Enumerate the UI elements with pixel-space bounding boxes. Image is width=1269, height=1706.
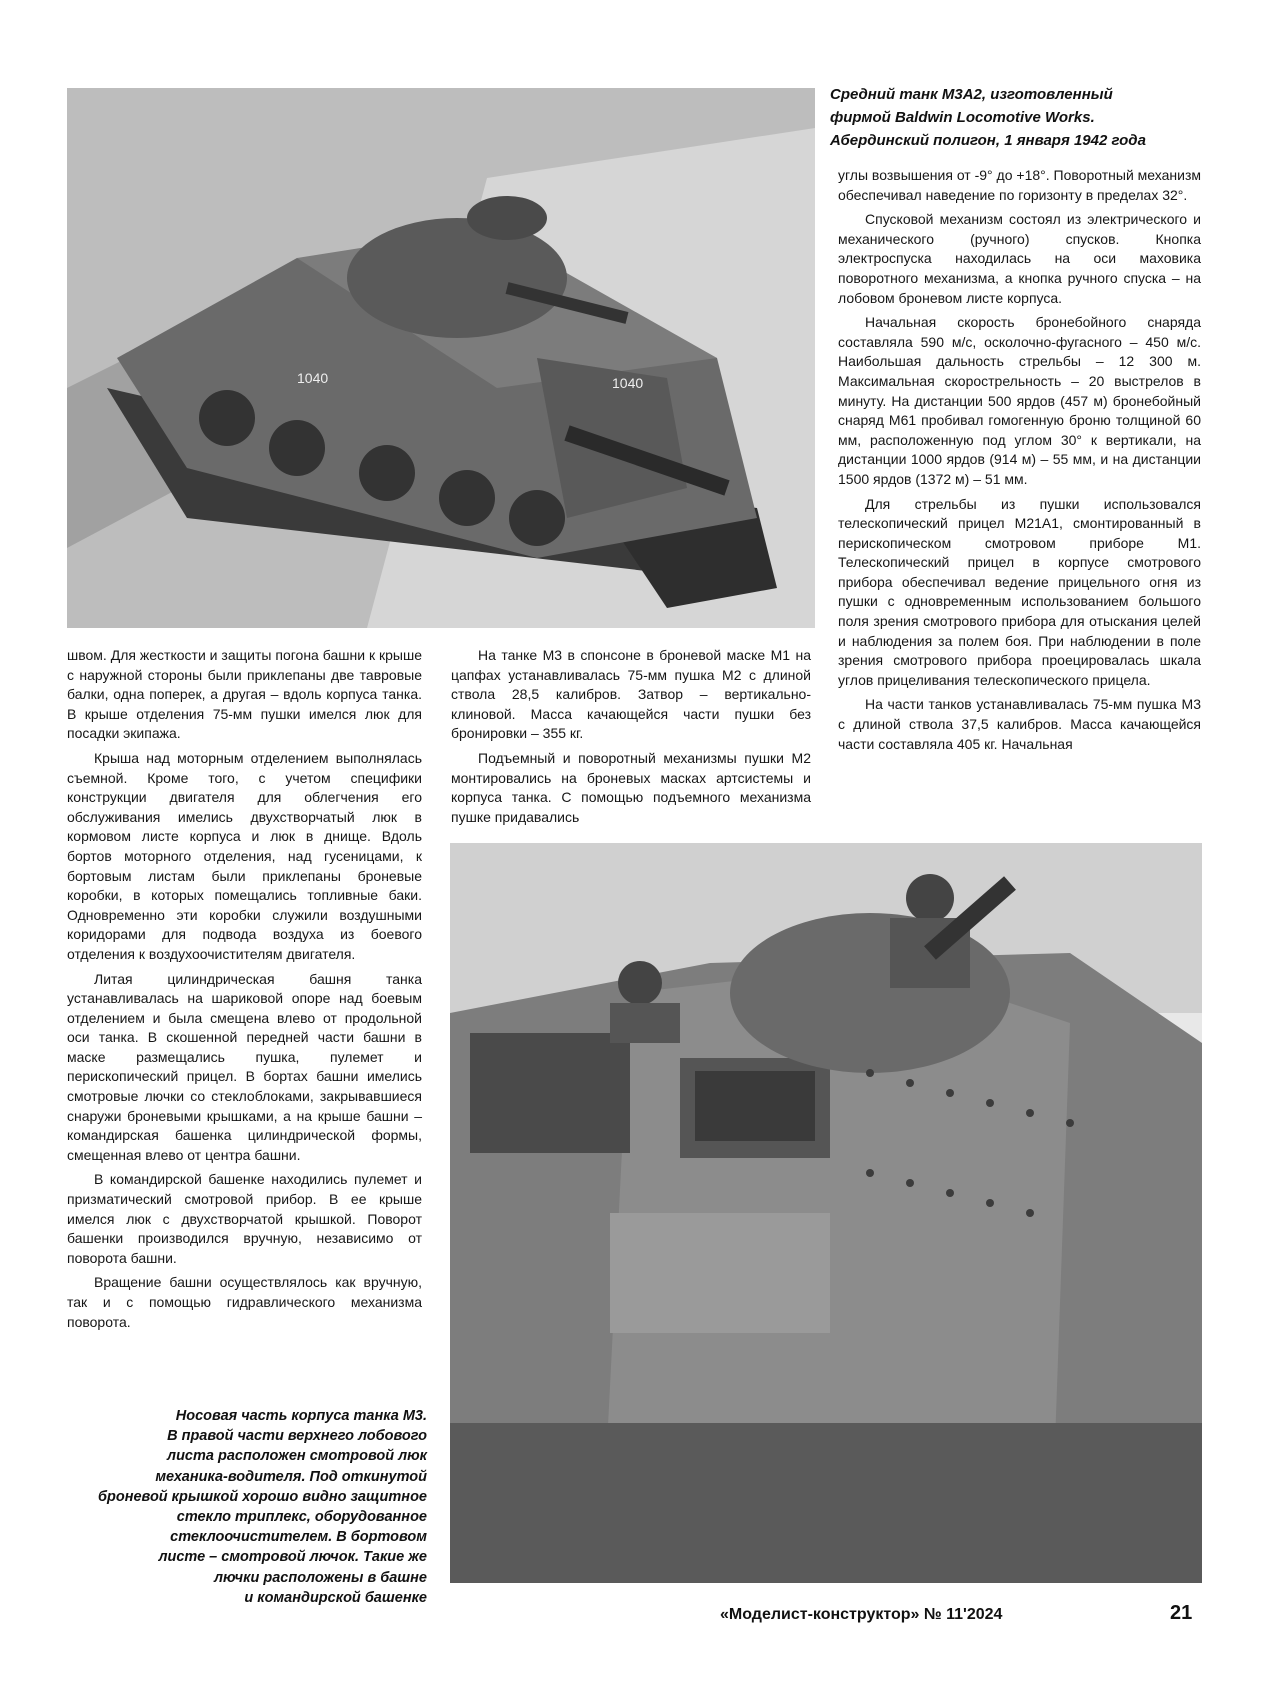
hull-number-front: 1040: [612, 375, 644, 391]
caption-bottom-line: стеклоочистителем. В бортовом: [170, 1529, 427, 1546]
caption-bottom-line: лючки расположены в башне: [214, 1569, 427, 1586]
caption-bottom-line: механика-водителя. Под откинутой: [155, 1468, 427, 1485]
paragraph: швом. Для жесткости и защиты погона башни к крыше с наружной стороны были приклепаны две тавровые балки, одна поперек, а другая – вдоль корпуса танка. В крыше отделения 75-мм пушки имелся люк для посадки экипажа.: [67, 647, 422, 742]
paragraph: Спусковой механизм состоял из электрического и механического (ручного) спусков. Кнопка электроспуска находилась на оси маховика поворотного механизма, а кнопка ручного спуска – на лобовом броневом листе корпуса.: [838, 211, 1201, 306]
paragraph: углы возвышения от -9° до +18°. Поворотный механизм обеспечивал наведение по горизонту в пределах 32°.: [838, 167, 1201, 203]
paragraph: Литая цилиндрическая башня танка устанавливалась на шариковой опоре над боевым отделением и была смещена влево от продольной оси танка. В скошенной передней части башни в маске размещались пушка, пулемет и перископический прицел. В бортах башни имелись смотровые лючки со стеклоблоками, закрывавшиеся снаружи броневыми крышками, а на крыше башни – командирская башенка цилиндрической формы, смещенная влево от центра башни.: [67, 970, 422, 1163]
paragraph: В командирской башенке находились пулемет и призматический смотровой прибор. В ее крыше имелся люк с двухстворчатой крышкой. Поворот башенки производился вручную, независимо от поворота башни.: [67, 1171, 422, 1266]
photo-tank-m3-front: [450, 843, 1202, 1583]
text-column-right: [838, 166, 1201, 759]
tank-m3-front-illustration: [450, 843, 1202, 1583]
caption-bottom: [67, 1406, 427, 1608]
paragraph: Подъемный и поворотный механизмы пушки М2 монтировались на броневых масках артсистемы и корпуса танка. С помощью подъемного механизма пушке придавались: [451, 749, 811, 825]
caption-top-line: фирмой Baldwin Locomotive Works.: [830, 109, 1095, 126]
tank-m3a2-illustration: [67, 88, 815, 628]
text-column-middle: [451, 646, 811, 832]
page-number: 21: [1170, 1602, 1193, 1624]
footer-magazine-title: «Моделист-конструктор» № 11'2024: [720, 1606, 1003, 1623]
caption-bottom-line: и командирской башенке: [244, 1589, 427, 1606]
caption-bottom-line: листе – смотровой лючок. Такие же: [158, 1549, 427, 1566]
caption-bottom-line: броневой крышкой хорошо видно защитное: [98, 1488, 427, 1505]
caption-top: [830, 83, 1210, 152]
paragraph: На части танков устанавливалась 75-мм пушка М3 с длиной ствола 37,5 калибров. Масса качающейся части составляла 405 кг. Начальная: [838, 696, 1201, 752]
paragraph: Крыша над моторным отделением выполнялась съемной. Кроме того, с учетом специфики конструкции двигателя для облегчения его обслуживания имелись двухстворчатый люк в кормовом листе корпуса и люк в днище. Вдоль бортов моторного отделения, над гусеницами, к бортовым листам были приклепаны броневые коробки, в которых помещались топливные баки. Одновременно эти коробки служили воздушными коридорами для подвода воздуха из боевого отделения к воздухоочистителям двигателя.: [67, 749, 422, 962]
paragraph: На танке М3 в спонсоне в броневой маске М1 на цапфах устанавливалась 75-мм пушка М2 с длиной ствола 28,5 калибров. Затвор – вертикально-клиновой. Масса качающейся части пушки без бронировки – 355 кг.: [451, 647, 811, 742]
caption-bottom-line: стекло триплекс, оборудованное: [176, 1509, 427, 1526]
paragraph: Для стрельбы из пушки использовался телескопический прицел М21А1, смонтированный в перископическом смотровом приборе М1. Телескопический прицел в корпусе смотрового прибора обеспечивал ведение прицельного огня из пушки с одновременным использованием большого поля зрения смотрового прибора для отыскания целей и наблюдения за полем боя. При наблюдении в поле зрения смотрового прибора проецировалась шкала углов прицеливания телескопического прицела.: [838, 495, 1201, 688]
caption-bottom-line: листа расположен смотровой люк: [167, 1448, 427, 1465]
caption-bottom-line: В правой части верхнего лобового: [167, 1428, 427, 1445]
caption-top-line: Абердинский полигон, 1 января 1942 года: [830, 132, 1146, 149]
paragraph: Начальная скорость бронебойного снаряда составляла 590 м/с, осколочно-фугасного – 450 м/с. Наибольшая дальность стрельбы – 12 300 м. Максимальная скорострельность – 20 выстрелов в минуту. На дистанции 500 ярдов (457 м) бронебойный снаряд М61 пробивал гомогенную броню толщиной 60 мм, расположенную под углом 30° к вертикали, на дистанции 1000 ярдов (914 м) – 55 мм, и на дистанции 1500 ярдов (1372 м) – 51 мм.: [838, 314, 1201, 487]
caption-top-line: Средний танк М3А2, изготовленный: [830, 86, 1113, 103]
text-column-left: [67, 646, 422, 1337]
hull-number-side: 1040: [297, 370, 329, 386]
paragraph: Вращение башни осуществлялось как вручную, так и с помощью гидравлического механизма поворота.: [67, 1274, 422, 1330]
photo-tank-m3a2: [67, 88, 815, 628]
caption-bottom-line: Носовая часть корпуса танка М3.: [175, 1408, 427, 1424]
